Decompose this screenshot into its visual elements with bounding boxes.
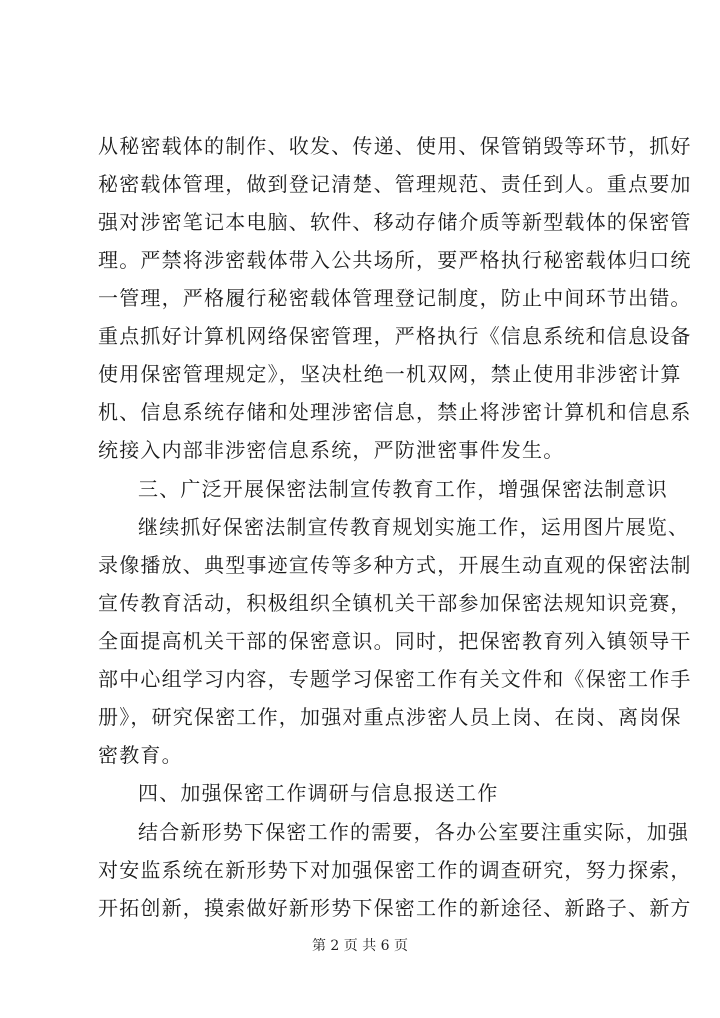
body-text-line: 继续抓好保密法制宣传教育规划实施工作，运用图片展览、 [138, 515, 690, 539]
body-text-line: 秘密载体管理，做到登记清楚、管理规范、责任到人。重点要加 [98, 172, 692, 196]
body-text-line: 重点抓好计算机网络保密管理，严格执行《信息系统和信息设备 [98, 324, 692, 348]
body-text-line: 密教育。 [98, 743, 183, 767]
body-text-line: 理。严禁将涉密载体带入公共场所，要严格执行秘密载体归口统 [98, 248, 692, 272]
body-text-line: 开拓创新，摸索做好新形势下保密工作的新途径、新路子、新方 [98, 896, 692, 920]
body-text-line: 强对涉密笔记本电脑、软件、移动存储介质等新型载体的保密管 [98, 210, 692, 234]
body-text-line: 册》，研究保密工作，加强对重点涉密人员上岗、在岗、离岗保 [98, 705, 682, 729]
body-text-line: 结合新形势下保密工作的需要，各办公室要注重实际，加强 [138, 820, 690, 844]
body-text-line: 机、信息系统存储和处理涉密信息，禁止将涉密计算机和信息系 [98, 400, 692, 424]
body-text-line: 全面提高机关干部的保密意识。同时，把保密教育列入镇领导干 [98, 629, 692, 653]
body-text-line: 宣传教育活动，积极组织全镇机关干部参加保密法规知识竞赛， [98, 591, 692, 615]
body-text-line: 从秘密载体的制作、收发、传递、使用、保管销毁等环节，抓好 [98, 134, 692, 158]
page-footer: 第 2 页 共 6 页 [311, 938, 409, 954]
body-text-line: 一管理，严格履行秘密载体管理登记制度，防止中间环节出错。 [98, 286, 692, 310]
body-text-line: 部中心组学习内容，专题学习保密工作有关文件和《保密工作手 [98, 667, 692, 691]
body-text-line: 对安监系统在新形势下对加强保密工作的调查研究，努力探索， [98, 858, 692, 882]
body-text-line: 录像播放、典型事迹宣传等多种方式，开展生动直观的保密法制 [98, 553, 692, 577]
section-heading-3: 三、广泛开展保密法制宣传教育工作，增强保密法制意识 [138, 477, 668, 501]
body-text-line: 使用保密管理规定》，坚决杜绝一机双网，禁止使用非涉密计算 [98, 362, 682, 386]
body-text-line: 统接入内部非涉密信息系统，严防泄密事件发生。 [98, 438, 565, 462]
section-heading-4: 四、加强保密工作调研与信息报送工作 [138, 781, 499, 805]
